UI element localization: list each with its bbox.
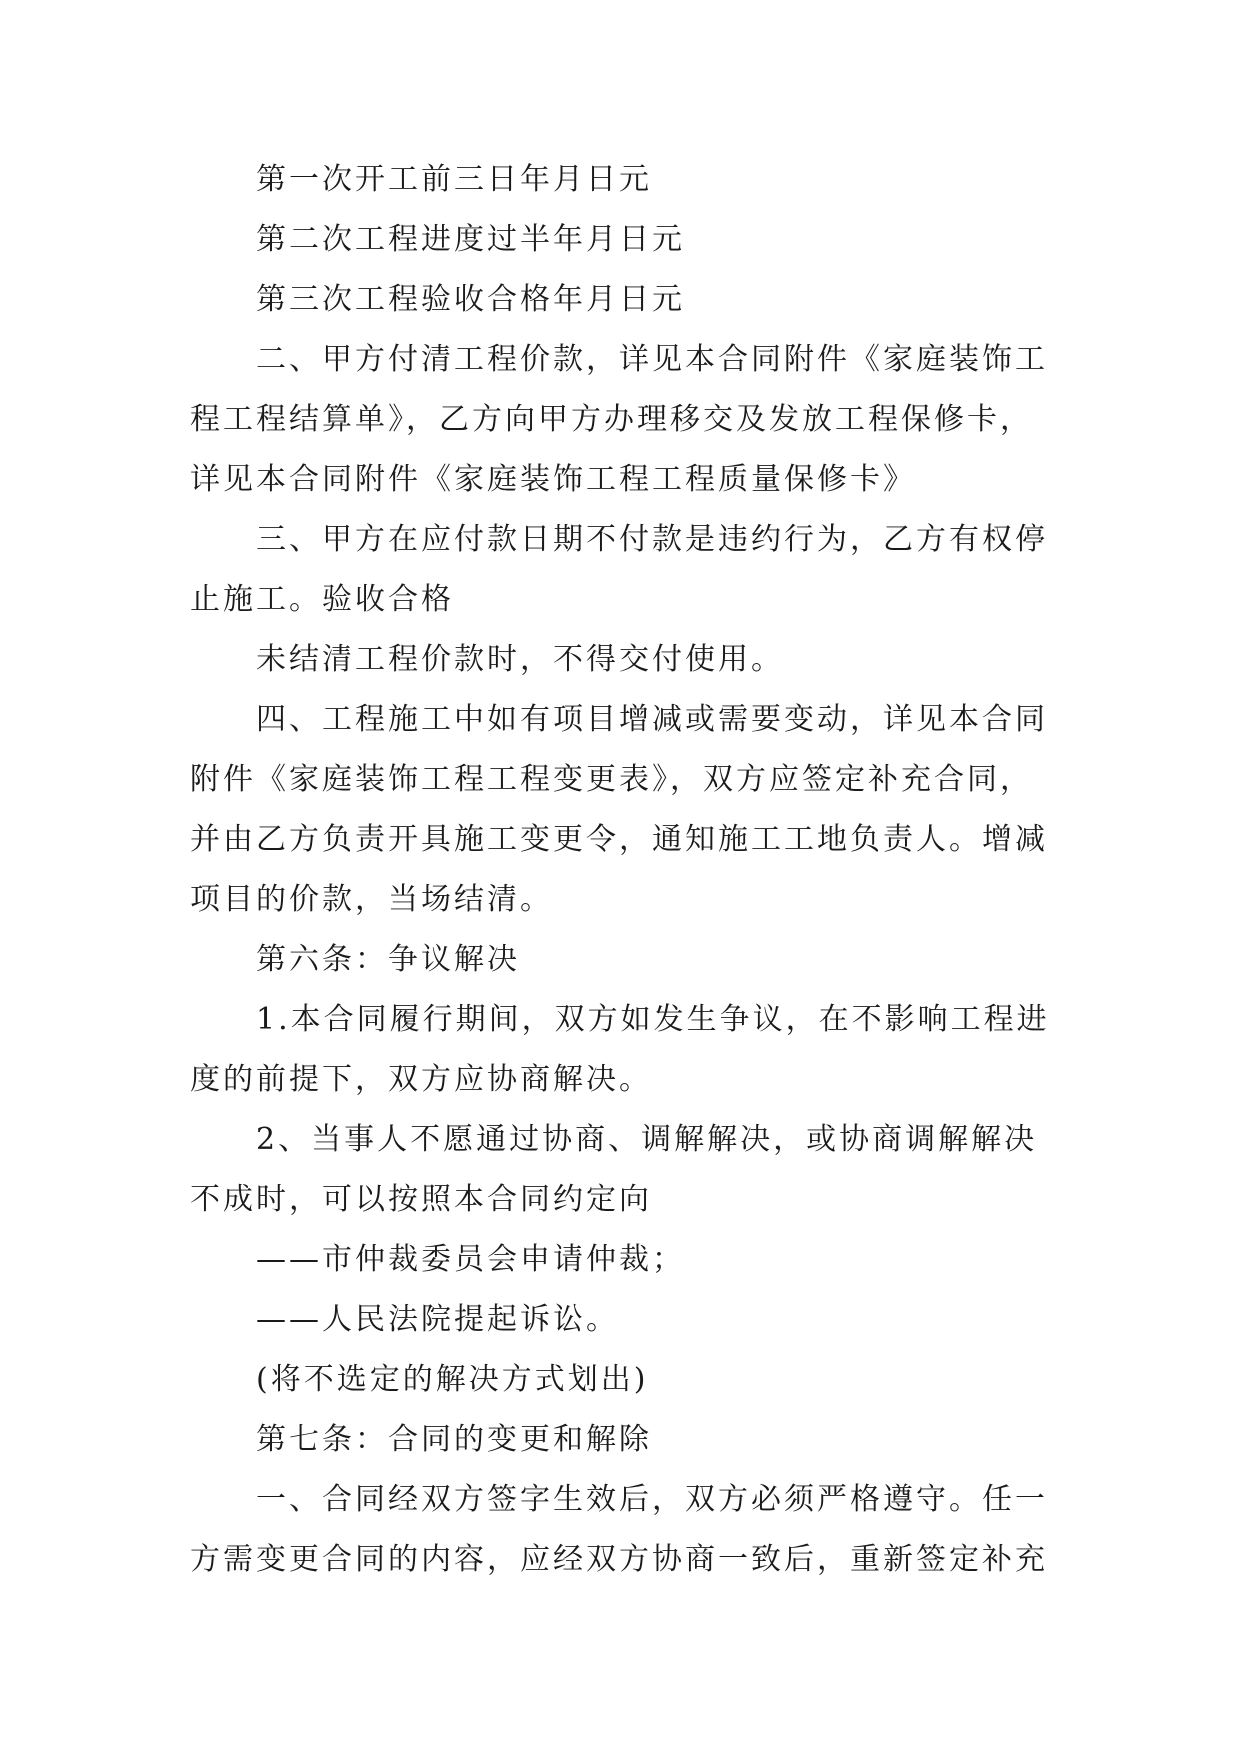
paragraph-payment-1: 第一次开工前三日年月日元 xyxy=(256,162,652,197)
paragraph-payment-2: 第二次工程进度过半年月日元 xyxy=(256,222,685,257)
paragraph-note: (将不选定的解决方式划出) xyxy=(256,1362,649,1397)
paragraph-dispute-2: 2、当事人不愿通过协商、调解解决，或协商调解解决不成时，可以按照本合同约定向 xyxy=(190,1122,1038,1217)
document-page xyxy=(190,150,1050,1590)
heading-article-6: 第六条：争议解决 xyxy=(256,942,520,977)
paragraph-dispute-1: 1.本合同履行期间，双方如发生争议，在不影响工程进度的前提下，双方应协商解决。 xyxy=(190,1002,1050,1097)
paragraph-litigation: ——人民法院提起诉讼。 xyxy=(256,1302,619,1337)
paragraph-change-1: 一、合同经双方签字生效后，双方必须严格遵守。任一方需变更合同的内容，应经双方协商一致后，重新签定补充 xyxy=(190,1482,1048,1577)
paragraph-clause-2: 二、甲方付清工程价款，详见本合同附件《家庭装饰工程工程结算单》，乙方向甲方办理移交及发放工程保修卡，详见本合同附件《家庭装饰工程工程质量保修卡》 xyxy=(190,342,1048,497)
paragraph-clause-3: 三、甲方在应付款日期不付款是违约行为，乙方有权停止施工。验收合格 xyxy=(190,522,1048,617)
paragraph-clause-4: 四、工程施工中如有项目增减或需要变动，详见本合同附件《家庭装饰工程工程变更表》，双方应签定补充合同，并由乙方负责开具施工变更令，通知施工工地负责人。增减项目的价款，当场结清。 xyxy=(190,702,1048,917)
paragraph-unsettled: 未结清工程价款时，不得交付使用。 xyxy=(256,642,784,677)
paragraph-payment-3: 第三次工程验收合格年月日元 xyxy=(256,282,685,317)
paragraph-arbitration: ——市仲裁委员会申请仲裁； xyxy=(256,1242,685,1277)
heading-article-7: 第七条：合同的变更和解除 xyxy=(256,1422,652,1457)
